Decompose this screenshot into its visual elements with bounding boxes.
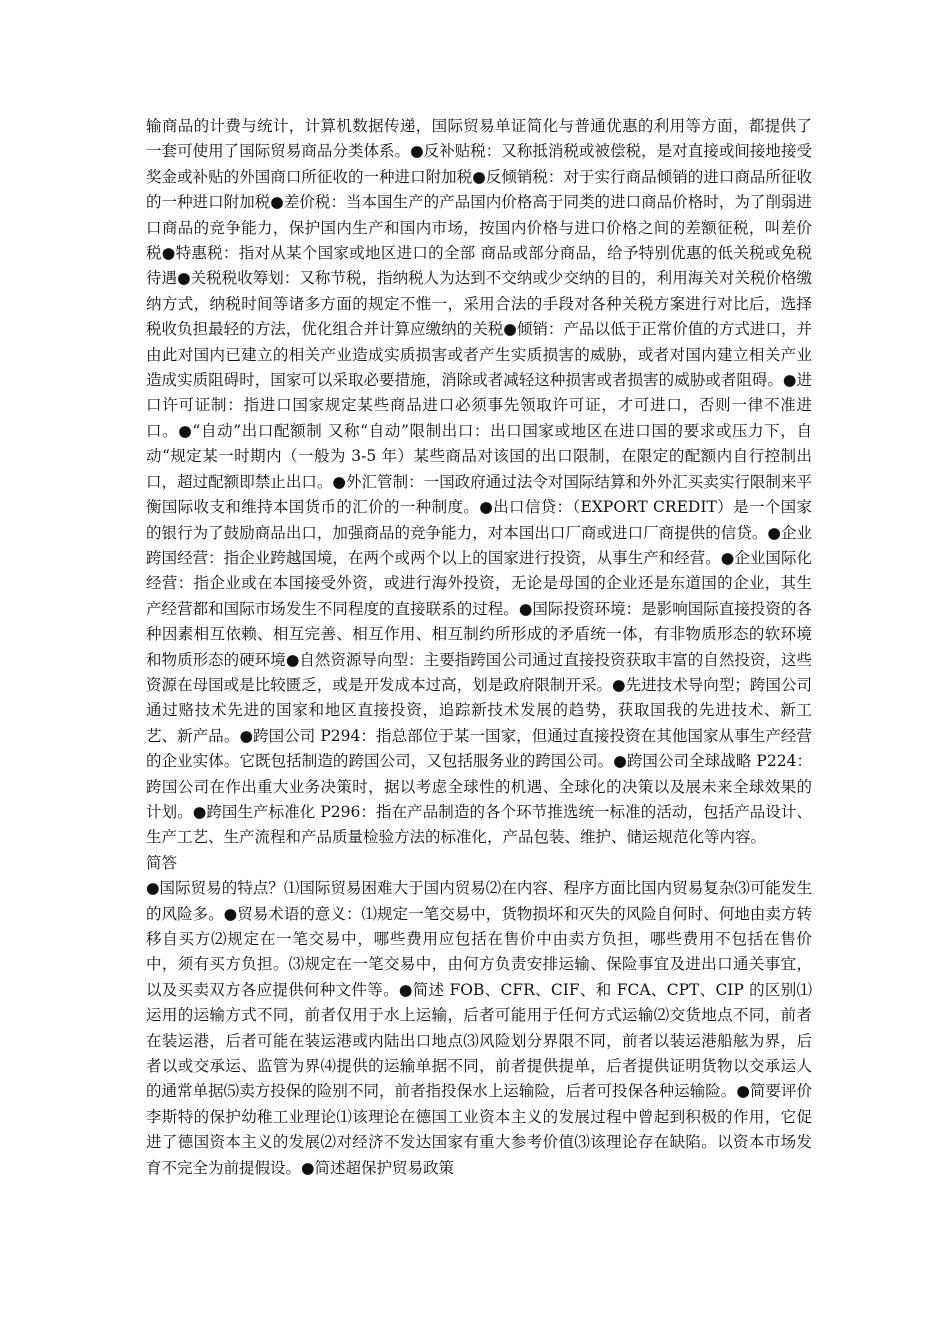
body-paragraph: 输商品的计费与统计，计算机数据传递，国际贸易单证简化与普通优惠的利用等方面，都提供了一套可使用了国际贸易商品分类体系。●反补贴税：又称抵消税或被偿税，是对直接或间接地接受奖金或补贴的外国商口所征收的一种进口附加税●反倾销税：对于实行商品倾销的进口商品所征收的一种进口附加税●差价税：当本国生产的产品国内价格高于同类的进口商品价格时，为了削弱进口商品的竞争能力，保护国内生产和国内市场，按国内价格与进口价格之间的差额征税，叫差价税●特惠税：指对从某个国家或地区进口的全部 商品或部分商品，给予特别优惠的低关税或免税待遇●关税税收筹划：又称节税，指纳税人为达到不交纳或少交纳的目的，利用海关对关税价格缴纳方式，纳税时间等诸多方面的规定不惟一，采用合法的手段对各种关税方案进行对比后，选择税收负担最轻的方法，优化组合并计算应缴纳的关税●倾销：产品以低于正常价值的方式进口，并由此对国内已建立的相关产业造成实质损害或者产生实质损害的威胁，或者对国内建立相关产业造成实质阻碍时，国家可以采取必要措施，消除或者减轻这种损害或者损害的威胁或者阻碍。●进口许可证制：指进口国家规定某些商品进口必须事先领取许可证，才可进口，否则一律不准进口。●“自动”出口配额制 又称“自动”限制出口：出口国家或地区在进口国的要求或压力下，自动“规定某一时期内（一般为 3-5 年）某些商品对该国的出口限制，在限定的配额内自行控制出口，超过配额即禁止出口。●外汇管制：一国政府通过法令对国际结算和外外汇买卖实行限制来平衡国际收支和维持本国货币的汇价的一种制度。●出口信贷：（EXPORT CREDIT）是一个国家的银行为了鼓励商品出口，加强商品的竞争能力，对本国出口厂商或进口厂商提供的信贷。●企业跨国经营：指企业跨越国境，在两个或两个以上的国家进行投资，从事生产和经营。●企业国际化经营：指企业或在本国接受外资，或进行海外投资，无论是母国的企业还是东道国的企业，其生产经营都和国际市场发生不同程度的直接联系的过程。●国际投资环境：是影响国际直接投资的各种因素相互依赖、相互完善、相互作用、相互制约所形成的矛盾统一体，有非物质形态的软环境和物质形态的硬环境●自然资源导向型：主要指跨国公司通过直接投资获取丰富的自然投资，这些资源在母国或是比较匮乏，或是开发成本过高，划是政府限制开采。●先进技术导向型；跨国公司通过赂技术先进的国家和地区直接投资，追踪新技术发展的趋势，获取国我的先进技术、新工艺、新产品。●跨国公司 P294：指总部位于某一国家，但通过直接投资在其他国家从事生产经营的企业实体。它既包括制造的跨国公司，又包括服务业的跨国公司。●跨国公司全球战略 P224：跨国公司在作出重大业务决策时，据以考虑全球性的机遇、全球化的决策以及展未来全球效果的计划。●跨国生产标准化 P296：指在产品制造的各个环节推选统一标准的活动，包括产品设计、生产工艺、生产流程和产品质量检验方法的标准化，产品包装、维护、储运规范化等内容。: [146, 117, 812, 847]
document-page: [146, 114, 812, 1181]
body-paragraph: ●国际贸易的特点？⑴国际贸易困难大于国内贸易⑵在内容、程序方面比国内贸易复杂⑶可能发生的风险多。●贸易术语的意义：⑴规定一笔交易中，货物损坏和灭失的风险自何时、何地由卖方转移自买方⑵规定在一笔交易中，哪些费用应包括在售价中由卖方负担，哪些费用不包括在售价中，须有买方负担。⑶规定在一笔交易中，由何方负责安排运输、保险事宜及进出口通关事宜，以及买卖双方各应提供何种文件等。●简述 FOB、CFR、CIF、和 FCA、CPT、CIP 的区别⑴运用的运输方式不同，前者仅用于水上运输，后者可能用于任何方式运输⑵交货地点不同，前者在装运港，后者可能在装运港或内陆出口地点⑶风险划分界限不同，前者以装运港船舷为界，后者以或交承运、监管为界⑷提供的运输单据不同，前者提供提单，后者提供证明货物以交承运人的通常单据⑸卖方投保的险别不同，前者指投保水上运输险，后者可投保各种运输险。●简要评价李斯特的保护幼稚工业理论⑴该理论在德国工业资本主义的发展过程中曾起到积极的作用，它促进了德国资本主义的发展⑵对经济不发达国家有重大参考价值⑶该理论存在缺陷。以资本市场发育不完全为前提假设。●简述超保护贸易政策: [146, 879, 812, 1177]
section-heading: 简答: [146, 853, 178, 872]
